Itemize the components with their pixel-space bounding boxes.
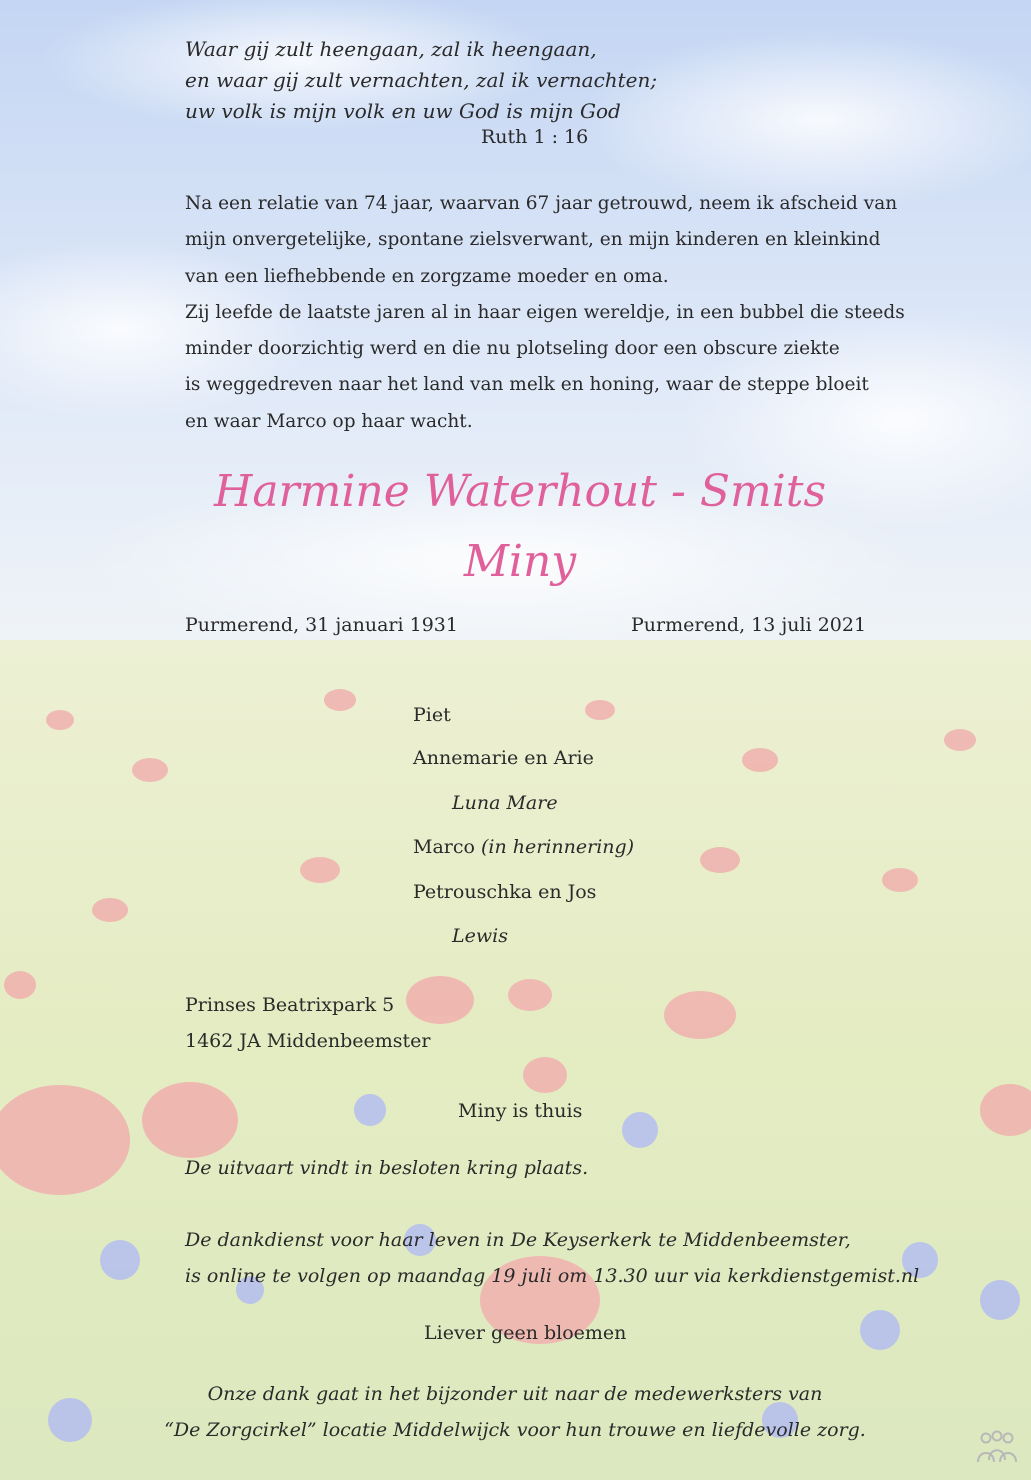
deceased-nickname: Miny bbox=[463, 536, 577, 587]
intro-line: mijn onvergetelijke, spontane zielsverwant, en mijn kinderen en kleinkind bbox=[185, 229, 881, 251]
family-member: Piet bbox=[413, 704, 451, 726]
funeral-note: De uitvaart vindt in besloten kring plaats. bbox=[185, 1157, 589, 1179]
bible-verse bbox=[185, 34, 657, 127]
thanks-line2: “De Zorgcirkel” locatie Middelwijck voor hun trouwe en liefdevolle zorg. bbox=[164, 1419, 866, 1441]
grandchild: Luna Mare bbox=[452, 792, 558, 814]
family-member: Annemarie en Arie bbox=[413, 747, 594, 769]
verse-line: en waar gij zult vernachten, zal ik vernachten; bbox=[185, 68, 658, 92]
intro-line: van een liefhebbende en zorgzame moeder en oma. bbox=[185, 265, 669, 287]
deceased-full-name: Harmine Waterhout - Smits bbox=[213, 466, 827, 517]
death-date: Purmerend, 13 juli 2021 bbox=[631, 614, 867, 636]
verse-reference: Ruth 1 : 16 bbox=[481, 126, 589, 148]
address-city: 1462 JA Middenbeemster bbox=[185, 1030, 431, 1052]
intro-line: is weggedreven naar het land van melk en honing, waar de steppe bloeit bbox=[185, 374, 869, 396]
verse-line: uw volk is mijn volk en uw God is mijn God bbox=[185, 99, 621, 123]
service-note-line1: De dankdienst voor haar leven in De Keyserkerk te Middenbeemster, bbox=[185, 1229, 851, 1251]
visitation-note: Miny is thuis bbox=[458, 1100, 583, 1122]
intro-line: Na een relatie van 74 jaar, waarvan 67 jaar getrouwd, neem ik afscheid van bbox=[185, 193, 898, 214]
verse-line: Waar gij zult heengaan, zal ik heengaan, bbox=[185, 37, 597, 61]
flowers-note: Liever geen bloemen bbox=[424, 1322, 627, 1344]
intro-line: en waar Marco op haar wacht. bbox=[185, 410, 473, 432]
thanks-line1: Onze dank gaat in het bijzonder uit naar de medewerksters van bbox=[207, 1383, 823, 1405]
family-member bbox=[413, 836, 634, 858]
service-note-line2: is online te volgen op maandag 19 juli om 13.30 uur via kerkdienstgemist.nl bbox=[185, 1265, 920, 1287]
family-member: Petrouschka en Jos bbox=[413, 881, 597, 903]
family-member-name: Marco bbox=[413, 836, 475, 858]
intro-line: minder doorzichtig werd en die nu plotseling door een obscure ziekte bbox=[185, 338, 840, 360]
birth-date: Purmerend, 31 januari 1931 bbox=[185, 614, 458, 636]
grandchild: Lewis bbox=[452, 925, 508, 947]
intro-line: Zij leefde de laatste jaren al in haar eigen wereldje, in een bubbel die steeds bbox=[185, 301, 905, 323]
intro-text bbox=[185, 186, 905, 440]
remembrance-note: (in herinnering) bbox=[481, 836, 635, 858]
address-street: Prinses Beatrixpark 5 bbox=[185, 994, 395, 1016]
people-group-icon bbox=[972, 1428, 1022, 1468]
